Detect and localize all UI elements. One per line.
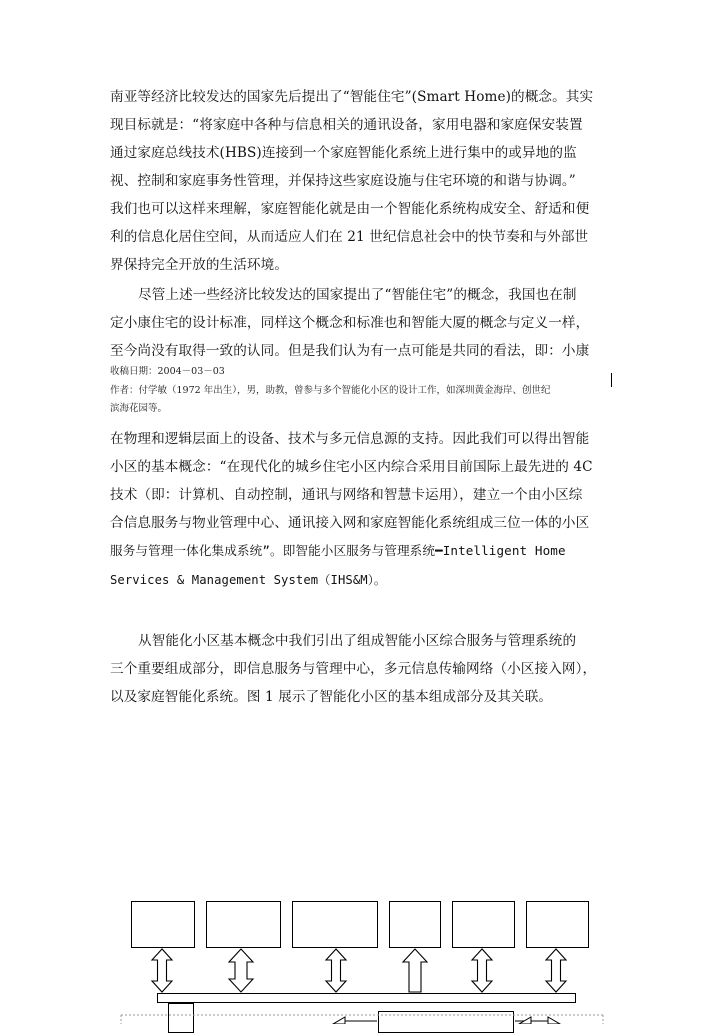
body-text-line: 界保持完全开放的生活环境。 <box>110 257 289 273</box>
diagram-lower-box-left <box>168 1003 194 1033</box>
footnote-author-cont: 滨海花园等。 <box>110 403 168 414</box>
body-text-line: 合信息服务与物业管理中心、通讯接入网和家庭智能化系统组成三位一体的小区 <box>110 515 590 531</box>
body-text-line: 服务与管理一体化集成系统”。即智能小区服务与管理系统━Intelligent Home <box>110 543 566 558</box>
diagram-box-6 <box>526 901 589 948</box>
up-arrow-4 <box>403 949 427 992</box>
footnote-author: 作者：付学敏（1972 年出生），男，助教，曾参与多个智能化小区的设计工作，如深圳黄金海岸、创世纪 <box>110 385 551 396</box>
diagram-lower-box-center <box>378 1011 514 1033</box>
body-text-line: 定小康住宅的设计标准，同样这个概念和标准也和智能大厦的概念与定义一样， <box>110 315 590 331</box>
body-text-line: 小区的基本概念：“在现代化的城乡住宅小区内综合采用目前国际上最先进的 4C <box>110 459 593 475</box>
double-arrow-6 <box>546 949 566 992</box>
body-text-line: 通过家庭总线技术(HBS)连接到一个家庭智能化系统上进行集中的或异地的监 <box>110 145 577 161</box>
diagram-box-4 <box>389 901 441 948</box>
footnote-received-date: 收稿日期：2004－03－03 <box>110 366 225 377</box>
body-text-line: 至今尚没有取得一致的认同。但是我们认为有一点可能是共同的看法，即：小康 <box>110 343 590 359</box>
double-arrow-2 <box>229 949 253 992</box>
body-text-line: 我们也可以这样来理解，家庭智能化就是由一个智能化系统构成安全、舒适和便 <box>110 201 590 217</box>
body-text-line: 在物理和逻辑层面上的设备、技术与多元信息源的支持。因此我们可以得出智能 <box>110 431 590 447</box>
margin-mark <box>611 373 612 387</box>
diagram-bus-bar <box>157 993 576 1003</box>
right-arrow-back-head <box>519 1017 531 1024</box>
body-text-line: 现目标就是：“将家庭中各种与信息相关的通讯设备，家用电器和家庭保安装置 <box>110 117 583 133</box>
left-arrow-head <box>333 1017 345 1024</box>
body-text-line: Services & Management System（IHS&M）。 <box>110 573 387 587</box>
diagram-box-2 <box>206 901 281 948</box>
diagram-box-5 <box>452 901 515 948</box>
right-arrow-head <box>548 1017 560 1024</box>
body-text-line: 视、控制和家庭事务性管理，并保持这些家庭设施与住宅环境的和谐与协调。” <box>110 173 576 189</box>
double-arrow-3 <box>326 949 346 992</box>
body-text-line: 三个重要组成部分，即信息服务与管理中心，多元信息传输网络（小区接入网）， <box>110 661 597 677</box>
double-arrow-5 <box>472 949 492 992</box>
body-text-line: 南亚等经济比较发达的国家先后提出了“智能住宅”(Smart Home)的概念。其实 <box>110 89 594 105</box>
body-text-line: 尽管上述一些经济比较发达的国家提出了“智能住宅”的概念，我国也在制 <box>138 287 577 303</box>
body-text-line: 技术（即：计算机、自动控制，通讯与网络和智慧卡运用），建立一个由小区综 <box>110 487 583 503</box>
body-text-line: 利的信息化居住空间，从而适应人们在 21 世纪信息社会中的快节奏和与外部世 <box>110 229 589 245</box>
body-text-line: 以及家庭智能化系统。图 1 展示了智能化小区的基本组成部分及其关联。 <box>110 689 553 705</box>
double-arrow-1 <box>152 949 172 992</box>
body-text-line: 从智能化小区基本概念中我们引出了组成智能小区综合服务与管理系统的 <box>138 633 577 649</box>
diagram-box-3 <box>292 901 378 948</box>
diagram-box-1 <box>131 901 195 948</box>
